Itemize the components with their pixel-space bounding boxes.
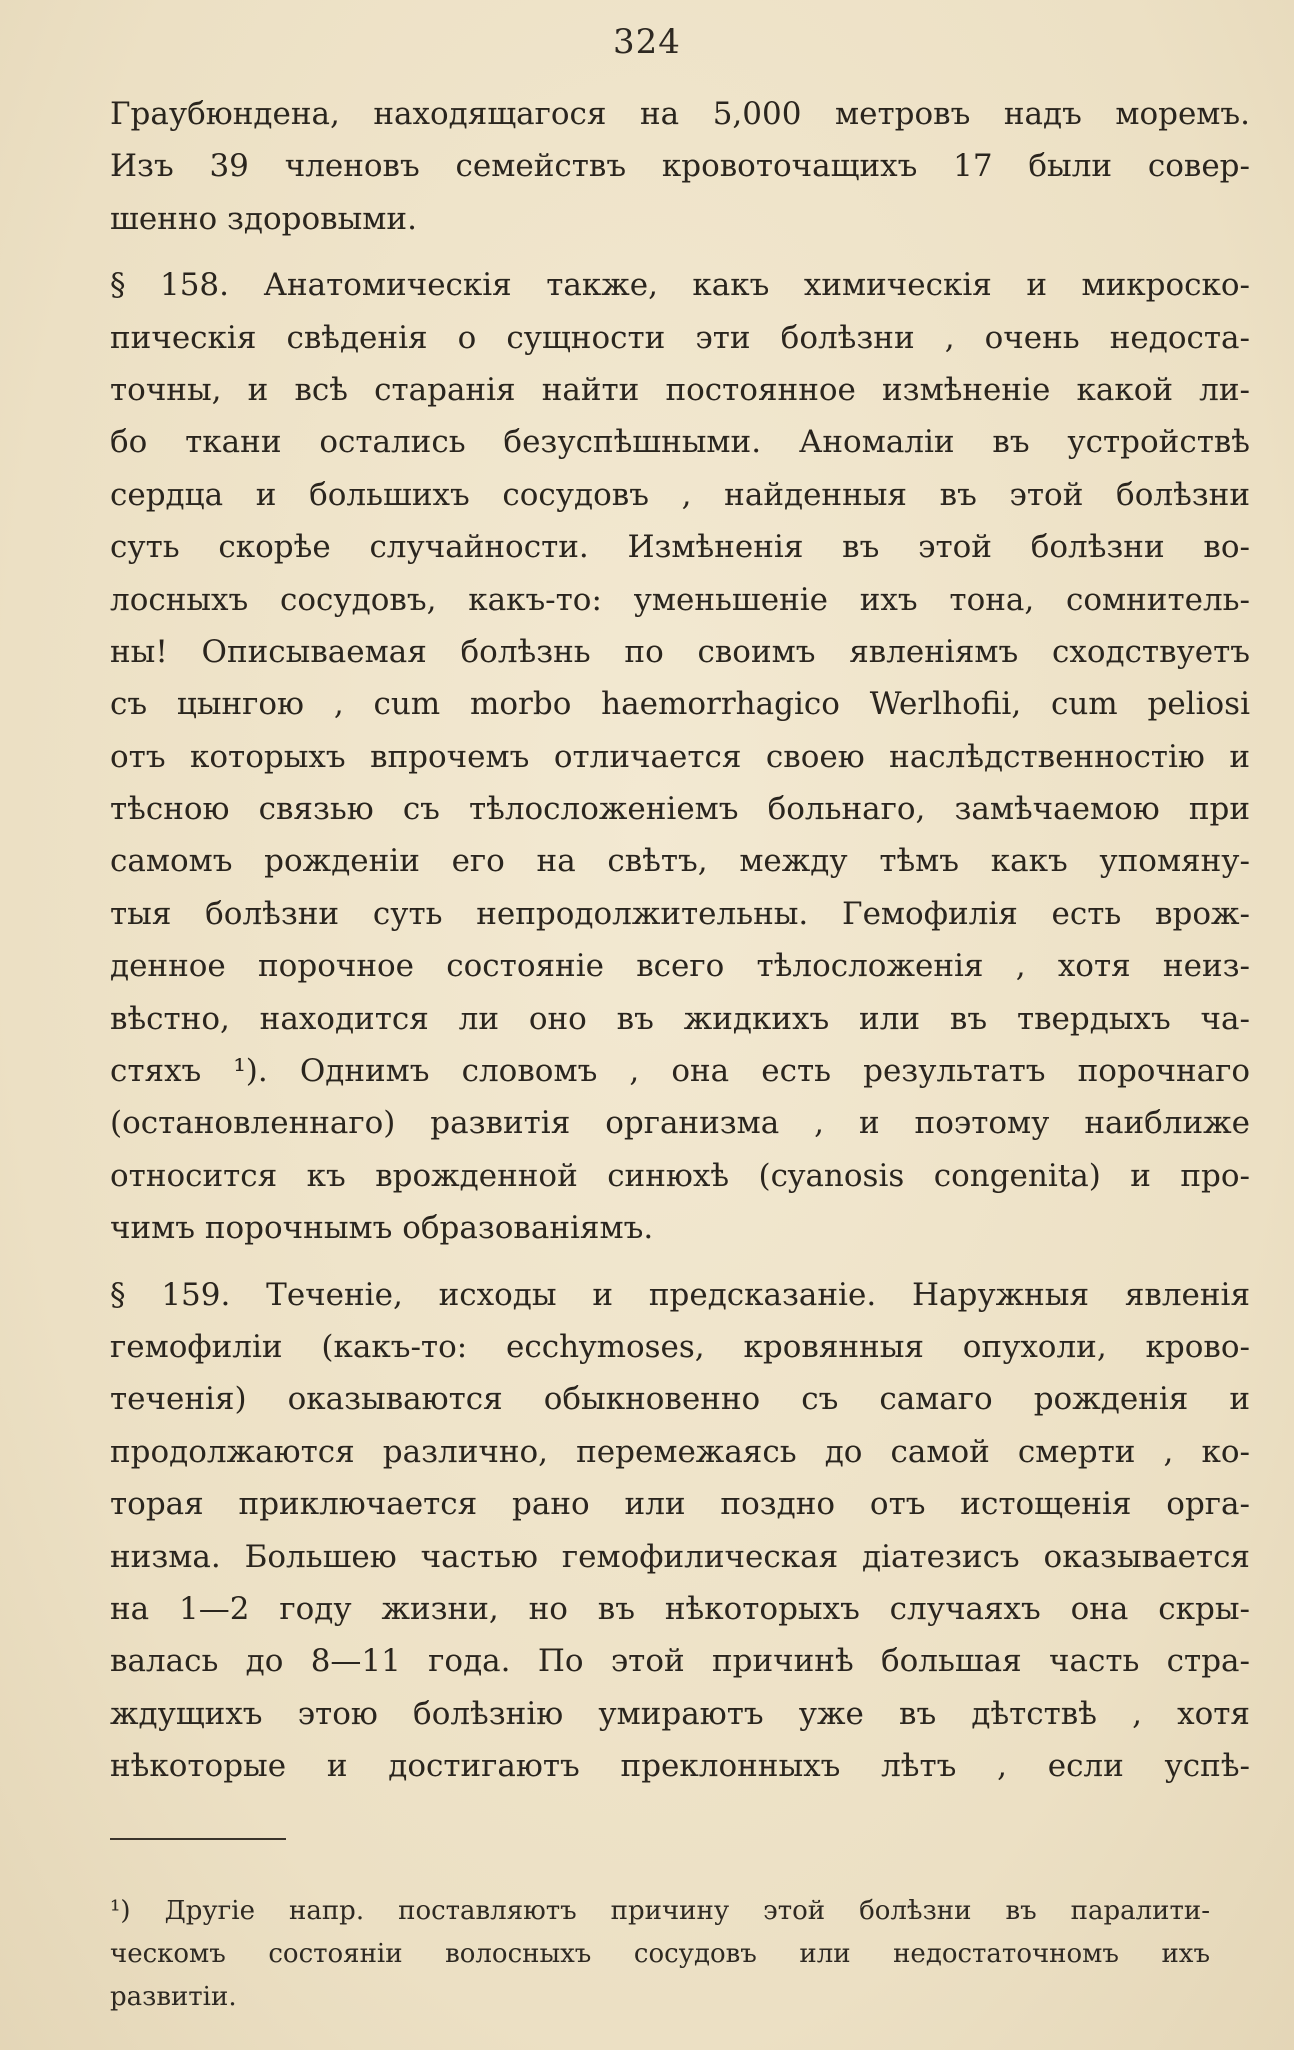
paragraph-gap <box>110 1255 1250 1269</box>
page-number: 324 <box>613 22 681 62</box>
text-line: § 158. Анатомическія также, какъ химическія и микроско- <box>110 267 1250 304</box>
text-line: тыя болѣзни суть непродолжительны. Гемофилія есть врож- <box>110 895 1250 932</box>
text-line: точны, и всѣ старанія найти постоянное измѣненіе какой ли- <box>110 371 1250 408</box>
text-line: теченія) оказываются обыкновенно съ самаго рожденія и <box>110 1381 1250 1418</box>
text-line: чимъ порочнымъ образованіямъ. <box>110 1210 654 1247</box>
text-line: суть скорѣе случайности. Измѣненія въ этой болѣзни во- <box>110 529 1250 566</box>
footnote-divider <box>110 1838 286 1840</box>
text-line: бо ткани остались безуспѣшными. Аномаліи въ устройствѣ <box>110 424 1250 461</box>
text-line: валась до 8—11 года. По этой причинѣ большая часть стра- <box>110 1643 1250 1680</box>
text-line: сердца и большихъ сосудовъ , найденныя въ этой болѣзни <box>110 476 1250 513</box>
text-line: (остановленнаго) развитія организма , и поэтому наиближе <box>110 1105 1250 1142</box>
text-line: низма. Большею частью гемофилическая діатезисъ оказывается <box>110 1538 1250 1575</box>
text-line: Граубюндена, находящагося на 5,000 метровъ надъ моремъ. <box>110 96 1250 132</box>
footnote-line: ¹) Другіе напр. поставляютъ причину этой болѣзни въ паралити- <box>110 1896 1210 1926</box>
footnote-line: развитіи. <box>110 1982 237 2012</box>
text-line: лосныхъ сосудовъ, какъ-то: уменьшеніе ихъ тона, сомнитель- <box>110 581 1250 618</box>
text-line: гемофиліи (какъ-то: ecchymoses, кровянныя опухоли, крово- <box>110 1328 1250 1365</box>
text-line: § 159. Теченіе, исходы и предсказаніе. Наружныя явленія <box>110 1276 1250 1313</box>
text-line: стяхъ ¹). Однимъ словомъ , она есть результатъ порочнаго <box>110 1053 1250 1090</box>
text-line: относится къ врожденной синюхѣ (cyanosis congenita) и про- <box>110 1157 1250 1194</box>
text-line: денное порочное состояніе всего тѣлосложенія , хотя неиз- <box>110 948 1250 985</box>
text-line: продолжаются различно, перемежаясь до самой смерти , ко- <box>110 1433 1250 1470</box>
text-line: пическія свѣденія о сущности эти болѣзни , очень недоста- <box>110 319 1250 356</box>
text-line: торая приключается рано или поздно отъ истощенія орга- <box>110 1486 1250 1523</box>
paragraph-gap <box>110 245 1250 259</box>
footnote <box>110 1890 1210 2019</box>
text-line: отъ которыхъ впрочемъ отличается своею наслѣдственностію и <box>110 738 1250 775</box>
text-line: ны! Описываемая болѣзнь по своимъ явленіямъ сходствуетъ <box>110 633 1250 670</box>
footnote-line: ческомъ состояніи волосныхъ сосудовъ или недостаточномъ ихъ <box>110 1939 1210 1969</box>
text-line: тѣсною связью съ тѣлосложеніемъ больнаго, замѣчаемою при <box>110 791 1250 828</box>
text-line: самомъ рожденіи его на свѣтъ, между тѣмъ какъ упомяну- <box>110 843 1250 880</box>
text-line: шенно здоровыми. <box>110 200 417 237</box>
text-line: вѣстно, находится ли оно въ жидкихъ или въ твердыхъ ча- <box>110 1000 1250 1037</box>
text-line: Изъ 39 членовъ семействъ кровоточащихъ 17 были совер- <box>110 148 1250 185</box>
text-line: на 1—2 году жизни, но въ нѣкоторыхъ случаяхъ она скры- <box>110 1590 1250 1627</box>
text-line: съ цынгою , cum morbo haemorrhagico Werlhofii, cum peliosi <box>110 686 1250 723</box>
main-text <box>110 88 1250 1793</box>
text-line: ждущихъ этою болѣзнію умираютъ уже въ дѣтствѣ , хотя <box>110 1695 1250 1732</box>
text-line: нѣкоторые и достигаютъ преклонныхъ лѣтъ , если успѣ- <box>110 1748 1250 1785</box>
